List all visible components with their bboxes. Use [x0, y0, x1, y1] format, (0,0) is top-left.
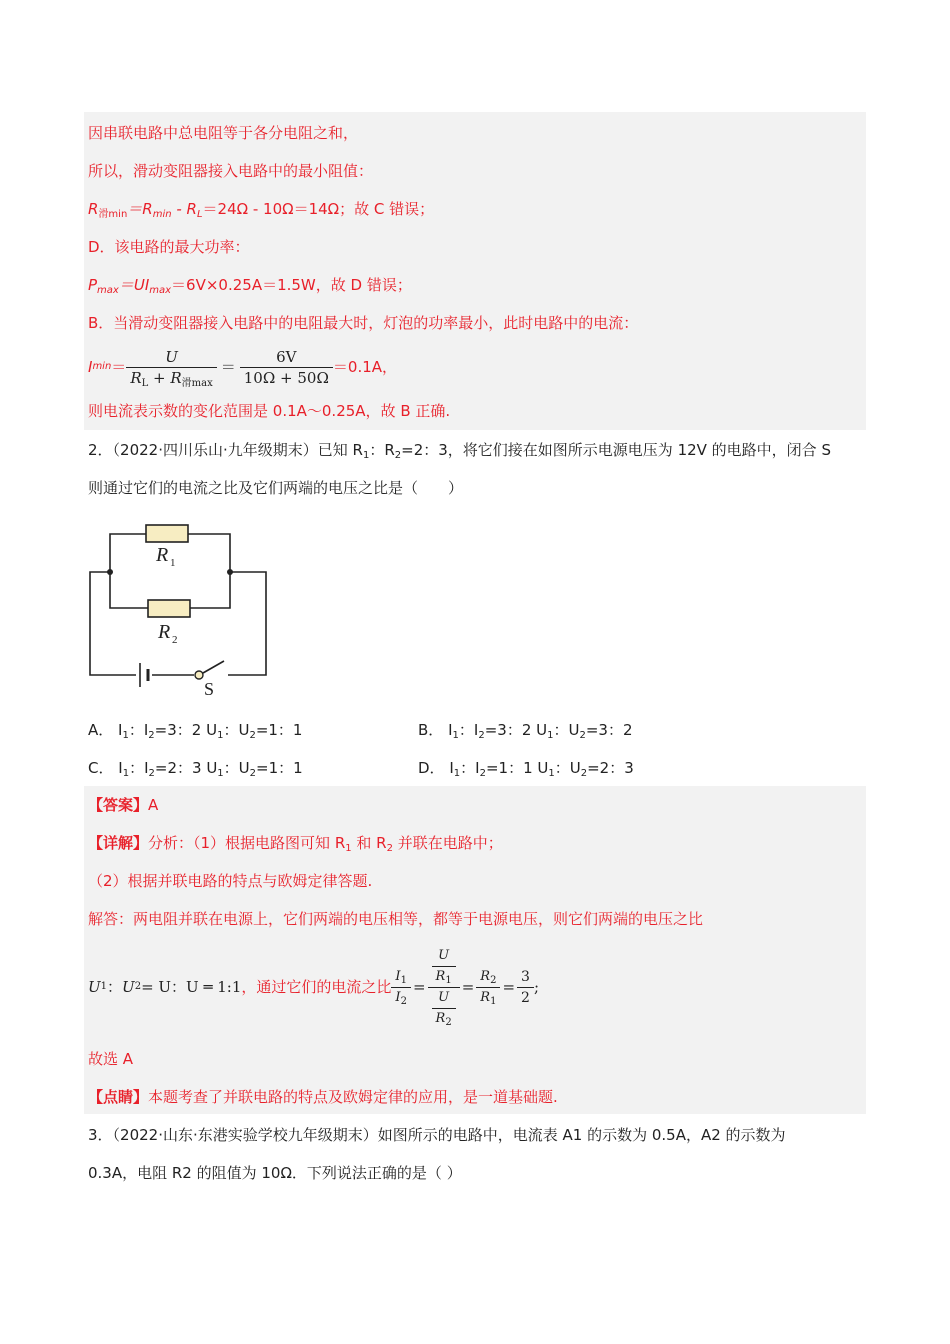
question-2-stem: 2．（2022·四川乐山·九年级期末）已知 $R_1$：$R_2=2$：3，将它们接在如图所示电源电压为 12V 的电路中，闭合 S	[88, 441, 831, 461]
svg-text:2: 2	[172, 634, 178, 646]
solution-line-imin-formula: I min ＝ $\frac{U}{R_L + R_{滑max}}$ ＝ $\frac{6V}{10\Omega + 50\Omega}$ ＝0.1A，	[88, 347, 398, 389]
option-b[interactable]: B． $I_1$：$I_2=3$：2 $U_1$：$U_2=3$：2	[418, 721, 633, 741]
option-a[interactable]: A． $I_1$：$I_2=3$：2 $U_1$：$U_2=1$：1	[88, 721, 303, 741]
fraction-r2-over-r1: $\frac{R_2}{R_1}$	[476, 967, 500, 1008]
fraction-i1-over-i2: $\frac{I_1}{I_2}$	[391, 967, 411, 1008]
solution-line-option-b: B．当滑动变阻器接入电路中的电阻最大时，灯泡的功率最小，此时电路中的电流：	[88, 314, 639, 332]
option-c[interactable]: C． $I_1$：$I_2=2$：3 $U_1$：$U_2=1$：1	[88, 759, 303, 779]
detail-line-ratio-formula: U 1 ： U 2 = U：U ═ 1:1 ，通过它们的电流之比 $\frac{I_1}{I_2}$ = $\frac{\frac{U}{R_1}}{\frac{U}{R_2}}$ = $\frac{R_2}{R_1}$ = $\frac{3}{2}$ ;	[88, 947, 539, 1028]
question-3-stem-line2: 0.3A，电阻 R2 的阻值为 10Ω．下列说法正确的是（ ）	[88, 1164, 462, 1182]
option-d[interactable]: D． $I_1$：$I_2=1$：1 $U_1$：$U_2=2$：3	[418, 759, 634, 779]
solution-line-max-power-calc: $P_{max}=UI_{max}=6V\times 0.25A=1.5W$，故 D 错误；	[88, 276, 412, 296]
resistor-r1	[146, 525, 188, 542]
solution-line-rmin-calc: $R_{滑min}=R_{min} - R_L=24\Omega - 10\Omega=14\Omega$；故 C 错误；	[88, 200, 435, 220]
label-r2: R	[158, 621, 171, 643]
fraction-6v-over-60ohm: $\frac{6V}{10\Omega + 50\Omega}$	[240, 347, 333, 388]
detail-line-step2: （2）根据并联电路的特点与欧姆定律答题.	[88, 872, 373, 890]
fraction-3-over-2: $\frac{3}{2}$	[517, 967, 534, 1008]
label-r1: R	[156, 544, 169, 566]
parallel-circuit-diagram	[86, 510, 276, 700]
switch-contact	[195, 671, 203, 679]
answer-line: 【答案】A	[88, 796, 159, 814]
solution-line-max-power-heading: D．该电路的最大功率：	[88, 238, 250, 256]
solution-line-range-conclusion: 则电流表示数的变化范围是 0.1A～0.25A，故 B 正确.	[88, 402, 451, 420]
question-2-stem-line2: 则通过它们的电流之比及它们两端的电压之比是（ ）	[88, 479, 464, 497]
comment-line: 【点睛】本题考查了并联电路的特点及欧姆定律的应用，是一道基础题.	[88, 1088, 558, 1106]
solution-line-series-resistance: 因串联电路中总电阻等于各分电阻之和，	[88, 124, 359, 142]
fraction-u-r1-over-u-r2: $\frac{\frac{U}{R_1}}{\frac{U}{R_2}}$	[428, 946, 460, 1029]
fraction-u-over-r: $\frac{U}{R_L + R_{滑max}}$	[126, 347, 216, 388]
solution-line-min-resistance: 所以，滑动变阻器接入电路中的最小阻值：	[88, 162, 374, 180]
label-switch: S	[204, 679, 215, 699]
svg-text:1: 1	[170, 557, 176, 569]
resistor-r2	[148, 600, 190, 617]
question-3-stem: 3．（2022·山东·东港实验学校九年级期末）如图所示的电路中，电流表 A1 的示数为 0.5A，A2 的示数为	[88, 1126, 786, 1144]
detail-line-choose: 故选 A	[88, 1050, 134, 1068]
detail-line-analysis: 【详解】分析：（1）根据电路图可知 $R_1$ 和 $R_2$ 并联在电路中；	[88, 834, 503, 854]
detail-line-solution: 解答：两电阻并联在电源上，它们两端的电压相等，都等于电源电压，则它们两端的电压之比	[88, 910, 704, 928]
